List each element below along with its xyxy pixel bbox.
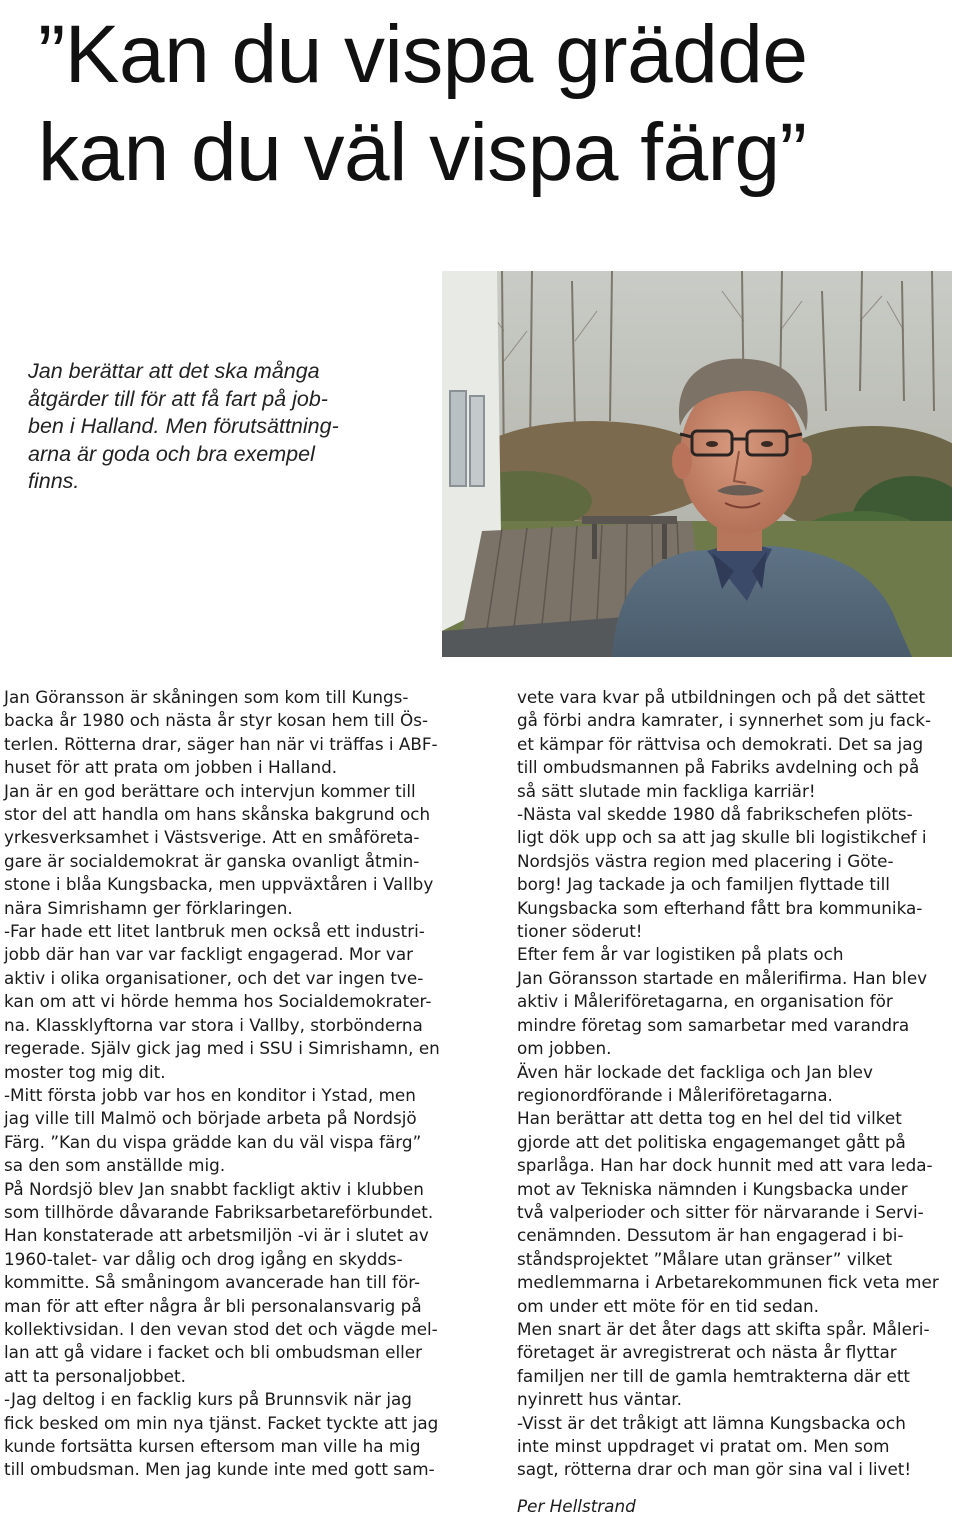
body-line: medlemmarna i Arbetarekommunen fick veta mer xyxy=(517,1272,939,1293)
lead-line: åtgärder till för att få fart på job- xyxy=(28,386,328,411)
lead-line: ben i Halland. Men förutsättning- xyxy=(28,414,339,438)
body-line: ståndsprojektet ”Målare utan gränser” vilket xyxy=(517,1248,893,1269)
portrait-illustration xyxy=(442,271,952,657)
body-line: Han konstaterade att arbetsmiljön -vi är i slutet av xyxy=(4,1225,429,1246)
body-line: lan att gå vidare i facket och bli ombudsman eller xyxy=(4,1342,422,1363)
body-column-right xyxy=(517,686,957,1482)
portrait-photo xyxy=(442,271,952,657)
body-line: vete vara kvar på utbildningen och på det sättet xyxy=(517,687,926,707)
body-line: sparlåga. Han har dock hunnit med att vara leda- xyxy=(517,1155,933,1176)
body-line: aktiv i Måleriföretagarna, en organisation för xyxy=(517,991,893,1012)
body-line: Jan är en god berättare och intervjun kommer till xyxy=(4,780,416,801)
body-line: stone i blåa Kungsbacka, men uppväxtåren i Vallby xyxy=(4,874,434,895)
body-line: kommitte. Så småningom avancerade han till för- xyxy=(4,1272,421,1293)
body-line: jag ville till Malmö och började arbeta på Nordsjö xyxy=(4,1108,417,1129)
body-line: som tillhörde dåvarande Fabriksarbetareförbundet. xyxy=(4,1201,434,1222)
body-line: familjen ner till de gamla hemtrakterna där ett xyxy=(517,1365,910,1386)
body-line: huset för att prata om jobben i Halland. xyxy=(4,757,338,778)
author-byline: Per Hellstrand xyxy=(517,1496,636,1516)
body-line: företaget är avregistrerat och nästa år flyttar xyxy=(517,1342,897,1363)
lead-line: finns. xyxy=(28,469,80,493)
body-line: -Mitt första jobb var hos en konditor i Ystad, men xyxy=(4,1084,416,1105)
body-line: till ombudsmannen på Fabriks avdelning och på xyxy=(517,757,920,778)
body-column-left xyxy=(4,686,474,1482)
body-line: inte minst uppdraget vi pratat om. Men som xyxy=(517,1436,890,1456)
body-line: till ombudsman. Men jag kunde inte med gott sam- xyxy=(4,1459,435,1480)
body-line: så sätt slutade min fackliga karriär! xyxy=(517,780,816,801)
body-line: yrkesverksamhet i Västsverige. Att en småföreta- xyxy=(4,827,420,848)
body-line: mindre företag som samarbetar med varandra xyxy=(517,1014,910,1035)
body-line: att ta personaljobbet. xyxy=(4,1365,186,1386)
body-line: ligt dök upp och sa att jag skulle bli logistikchef i xyxy=(517,827,927,848)
body-line: tioner söderut! xyxy=(517,921,643,942)
body-line: Kungsbacka som efterhand fått bra kommunika- xyxy=(517,897,923,918)
body-line: -Far hade ett litet lantbruk men också ett industri- xyxy=(4,921,425,942)
headline xyxy=(38,6,953,202)
body-line: -Visst är det tråkigt att lämna Kungsbacka och xyxy=(517,1412,906,1433)
body-line: sagt, rötterna drar och man gör sina val i livet! xyxy=(517,1459,912,1480)
headline-line: kan du väl vispa färg” xyxy=(38,107,807,198)
body-line: om under ett möte för en tid sedan. xyxy=(517,1295,820,1316)
body-line: Även här lockade det fackliga och Jan blev xyxy=(517,1061,873,1082)
body-line: sa den som anställde mig. xyxy=(4,1155,226,1176)
body-line: cenämnden. Dessutom är han engagerad i bi- xyxy=(517,1225,904,1246)
body-line: Nordsjös västra region med placering i Göte- xyxy=(517,850,894,871)
body-line: backa år 1980 och nästa år styr kosan hem till Ös- xyxy=(4,710,429,731)
body-line: -Nästa val skedde 1980 då fabrikschefen plöts- xyxy=(517,804,913,825)
body-line: gjorde att det politiska engagemanget gått på xyxy=(517,1131,906,1152)
body-line: regerade. Själv gick jag med i SSU i Simrishamn, en xyxy=(4,1038,440,1059)
body-line: man för att efter några år bli personalansvarig på xyxy=(4,1295,422,1316)
lead-line: Jan berättar att det ska många xyxy=(28,359,320,383)
body-line: Men snart är det åter dags att skifta spår. Måleri- xyxy=(517,1318,930,1339)
body-line: gare är socialdemokrat är ganska ovanligt åtmin- xyxy=(4,850,420,871)
body-line: fick besked om min nya tjänst. Facket tyckte att jag xyxy=(4,1412,439,1433)
body-line: aktiv i olika organisationer, och det var ingen tve- xyxy=(4,967,424,988)
body-line: nära Simrishamn ger förklaringen. xyxy=(4,897,293,918)
body-line: terlen. Rötterna drar, säger han när vi träffas i ABF- xyxy=(4,733,438,754)
body-line: stor del att handla om hans skånska bakgrund och xyxy=(4,804,431,825)
lead-paragraph xyxy=(28,358,433,496)
body-line: moster tog mig dit. xyxy=(4,1061,166,1082)
body-line: Jan Göransson startade en målerifirma. Han blev xyxy=(517,967,928,988)
body-line: jobb där han var var fackligt engagerad. Mor var xyxy=(4,944,414,965)
body-line: et kämpar för rättvisa och demokrati. Det sa jag xyxy=(517,733,924,754)
headline-line: ”Kan du vispa grädde xyxy=(38,9,808,100)
body-line: Efter fem år var logistiken på plats och xyxy=(517,944,844,965)
body-line: nyinrett hus väntar. xyxy=(517,1389,682,1410)
body-line: gå förbi andra kamrater, i synnerhet som ju fack- xyxy=(517,710,932,731)
body-line: På Nordsjö blev Jan snabbt fackligt aktiv i klubben xyxy=(4,1178,424,1199)
body-line: 1960-talet- var dålig och drog igång en skydds- xyxy=(4,1248,403,1269)
body-line: na. Klassklyftorna var stora i Vallby, storbönderna xyxy=(4,1014,423,1035)
body-line: Jan Göransson är skåningen som kom till Kungs- xyxy=(4,687,409,707)
body-line: kunde fortsätta kursen eftersom man ville ha mig xyxy=(4,1436,421,1456)
body-line: Färg. ”Kan du vispa grädde kan du väl vispa färg” xyxy=(4,1131,422,1152)
body-line: två valperioder och sitter för närvarande i Servi- xyxy=(517,1201,924,1222)
body-line: mot av Tekniska nämnden i Kungsbacka under xyxy=(517,1178,908,1199)
body-line: borg! Jag tackade ja och familjen flyttade till xyxy=(517,874,890,895)
body-line: regionordförande i Måleriföretagarna. xyxy=(517,1084,833,1105)
body-line: -Jag deltog i en facklig kurs på Brunnsvik när jag xyxy=(4,1389,412,1410)
lead-line: arna är goda och bra exempel xyxy=(28,441,315,466)
body-line: kan om att vi hörde hemma hos Socialdemokrater- xyxy=(4,991,432,1012)
body-line: om jobben. xyxy=(517,1038,612,1059)
body-line: Han berättar att detta tog en hel del tid vilket xyxy=(517,1108,902,1129)
body-line: kollektivsidan. I den vevan stod det och vägde mel- xyxy=(4,1318,438,1339)
